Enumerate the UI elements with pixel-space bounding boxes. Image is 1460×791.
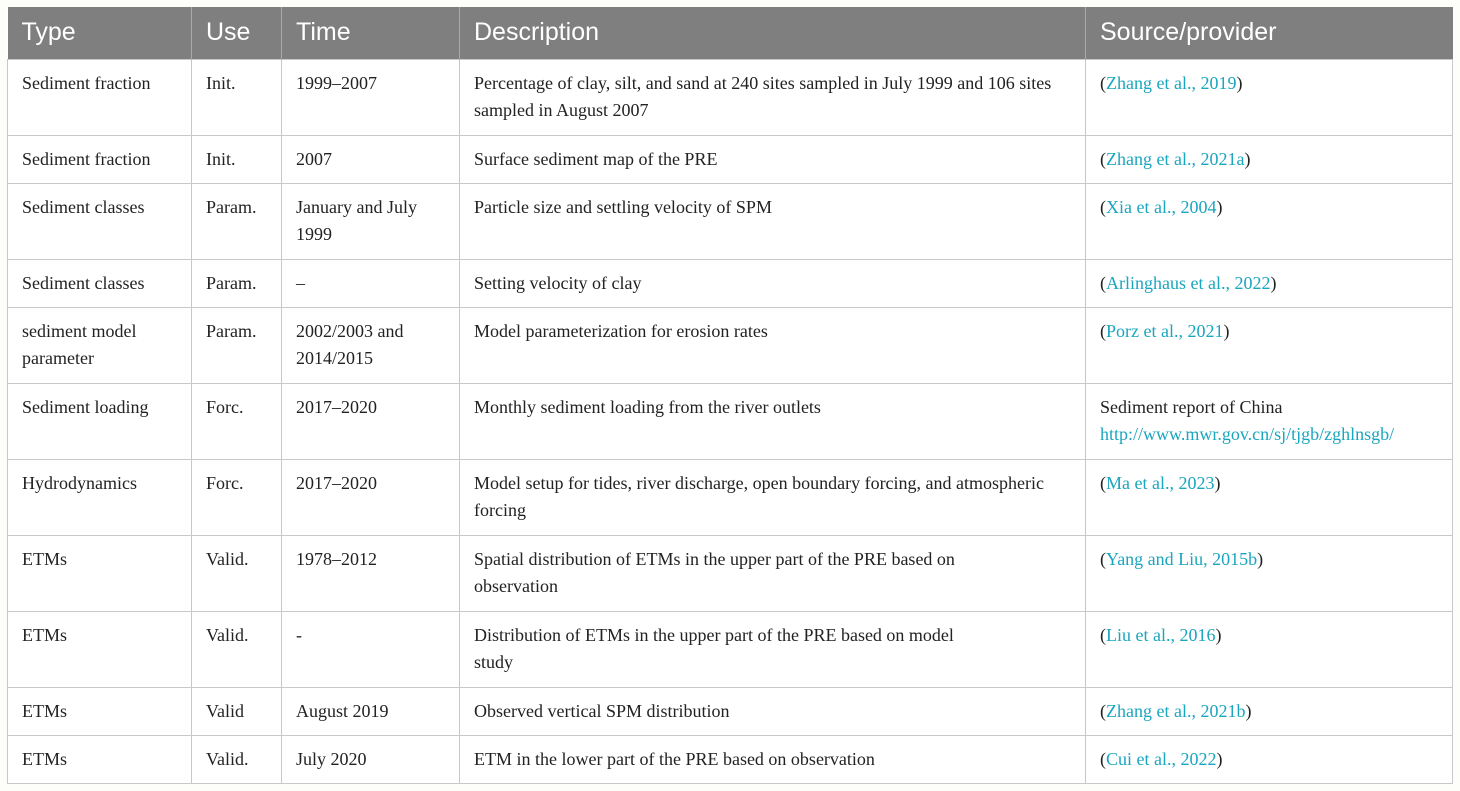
cell-description: Particle size and settling velocity of SPM — [460, 183, 1086, 259]
cell-use: Forc. — [192, 459, 282, 535]
source-close: ) — [1270, 272, 1277, 293]
cell-description: Monthly sediment loading from the river outlets — [460, 383, 1086, 459]
cell-source — [1086, 735, 1453, 783]
source-open: ( — [1100, 624, 1106, 645]
cell-use: Param. — [192, 307, 282, 383]
cell-time: 1978–2012 — [282, 535, 460, 611]
cell-time: August 2019 — [282, 687, 460, 735]
source-close: ) — [1245, 700, 1252, 721]
citation-link[interactable]: Zhang et al., 2019 — [1106, 72, 1237, 93]
cell-use: Forc. — [192, 383, 282, 459]
source-open: ( — [1100, 320, 1106, 341]
citation-link[interactable]: Ma et al., 2023 — [1106, 472, 1215, 493]
table-header — [8, 7, 1453, 59]
cell-description: Setting velocity of clay — [460, 259, 1086, 307]
citation-link[interactable]: Yang and Liu, 2015b — [1106, 548, 1258, 569]
cell-type: ETMs — [8, 535, 192, 611]
cell-source — [1086, 535, 1453, 611]
source-close: ) — [1214, 472, 1221, 493]
cell-type: sediment model parameter — [8, 307, 192, 383]
cell-time: January and July 1999 — [282, 183, 460, 259]
source-close: ) — [1244, 148, 1251, 169]
header-description: Description — [460, 7, 1086, 59]
citation-link[interactable]: Porz et al., 2021 — [1106, 320, 1224, 341]
cell-description: Surface sediment map of the PRE — [460, 135, 1086, 183]
cell-type: ETMs — [8, 611, 192, 687]
cell-source — [1086, 383, 1453, 459]
table-row — [8, 535, 1453, 611]
source-open: ( — [1100, 748, 1106, 769]
table-row — [8, 687, 1453, 735]
cell-time: 2017–2020 — [282, 459, 460, 535]
source-close: ) — [1223, 320, 1230, 341]
cell-description — [460, 535, 1086, 611]
header-time: Time — [282, 7, 460, 59]
cell-source — [1086, 135, 1453, 183]
cell-time: - — [282, 611, 460, 687]
cell-time: 1999–2007 — [282, 59, 460, 135]
header-use: Use — [192, 7, 282, 59]
cell-use: Param. — [192, 183, 282, 259]
header-type: Type — [8, 7, 192, 59]
cell-use: Valid — [192, 687, 282, 735]
header-row — [8, 7, 1453, 59]
table-row — [8, 59, 1453, 135]
source-close: ) — [1215, 624, 1222, 645]
table-row — [8, 459, 1453, 535]
cell-source — [1086, 459, 1453, 535]
cell-time: July 2020 — [282, 735, 460, 783]
citation-link[interactable]: Zhang et al., 2021b — [1106, 700, 1246, 721]
cell-type: Hydrodynamics — [8, 459, 192, 535]
source-url-link[interactable]: http://www.mwr.gov.cn/sj/tjgb/zghlnsgb/ — [1100, 423, 1395, 444]
citation-link[interactable]: Arlinghaus et al., 2022 — [1106, 272, 1271, 293]
cell-type: Sediment loading — [8, 383, 192, 459]
source-open: ( — [1100, 472, 1106, 493]
source-open: ( — [1100, 548, 1106, 569]
cell-use: Valid. — [192, 535, 282, 611]
source-open: ( — [1100, 700, 1106, 721]
cell-use: Init. — [192, 59, 282, 135]
table-row — [8, 135, 1453, 183]
table-row — [8, 735, 1453, 783]
table-body — [8, 59, 1453, 783]
cell-use: Init. — [192, 135, 282, 183]
cell-description — [460, 611, 1086, 687]
source-open: ( — [1100, 148, 1106, 169]
cell-use: Valid. — [192, 735, 282, 783]
source-open: ( — [1100, 196, 1106, 217]
cell-type: ETMs — [8, 687, 192, 735]
citation-link[interactable]: Cui et al., 2022 — [1106, 748, 1217, 769]
citation-link[interactable]: Liu et al., 2016 — [1106, 624, 1216, 645]
cell-type: ETMs — [8, 735, 192, 783]
cell-source — [1086, 307, 1453, 383]
source-open: ( — [1100, 272, 1106, 293]
source-open: ( — [1100, 72, 1106, 93]
cell-type: Sediment fraction — [8, 59, 192, 135]
citation-link[interactable]: Zhang et al., 2021a — [1106, 148, 1245, 169]
cell-description: Model parameterization for erosion rates — [460, 307, 1086, 383]
cell-time: – — [282, 259, 460, 307]
source-close: ) — [1257, 548, 1264, 569]
cell-description: Model setup for tides, river discharge, open boundary forcing, and atmospheric forcing — [460, 459, 1086, 535]
description-text: Distribution of ETMs in the upper part of the PRE based on model study — [474, 624, 954, 672]
table-row — [8, 611, 1453, 687]
cell-source — [1086, 183, 1453, 259]
cell-time: 2007 — [282, 135, 460, 183]
source-close: ) — [1216, 748, 1223, 769]
description-text: Spatial distribution of ETMs in the upper part of the PRE based on observation — [474, 548, 955, 596]
source-prefix: Sediment report of China — [1100, 396, 1283, 417]
cell-source — [1086, 611, 1453, 687]
table-row — [8, 259, 1453, 307]
table-row — [8, 383, 1453, 459]
cell-source — [1086, 59, 1453, 135]
cell-time: 2002/2003 and 2014/2015 — [282, 307, 460, 383]
table-row — [8, 183, 1453, 259]
data-sources-table — [7, 7, 1453, 784]
header-source: Source/provider — [1086, 7, 1453, 59]
cell-source — [1086, 259, 1453, 307]
table-row — [8, 307, 1453, 383]
cell-description: ETM in the lower part of the PRE based on observation — [460, 735, 1086, 783]
cell-type: Sediment fraction — [8, 135, 192, 183]
source-close: ) — [1216, 196, 1223, 217]
cell-time: 2017–2020 — [282, 383, 460, 459]
cell-use: Param. — [192, 259, 282, 307]
data-table-container — [7, 7, 1452, 784]
cell-description: Percentage of clay, silt, and sand at 240 sites sampled in July 1999 and 106 sites sampled in August 2007 — [460, 59, 1086, 135]
cell-use: Valid. — [192, 611, 282, 687]
cell-type: Sediment classes — [8, 259, 192, 307]
source-close: ) — [1236, 72, 1243, 93]
cell-source — [1086, 687, 1453, 735]
cell-description: Observed vertical SPM distribution — [460, 687, 1086, 735]
citation-link[interactable]: Xia et al., 2004 — [1106, 196, 1217, 217]
cell-type: Sediment classes — [8, 183, 192, 259]
